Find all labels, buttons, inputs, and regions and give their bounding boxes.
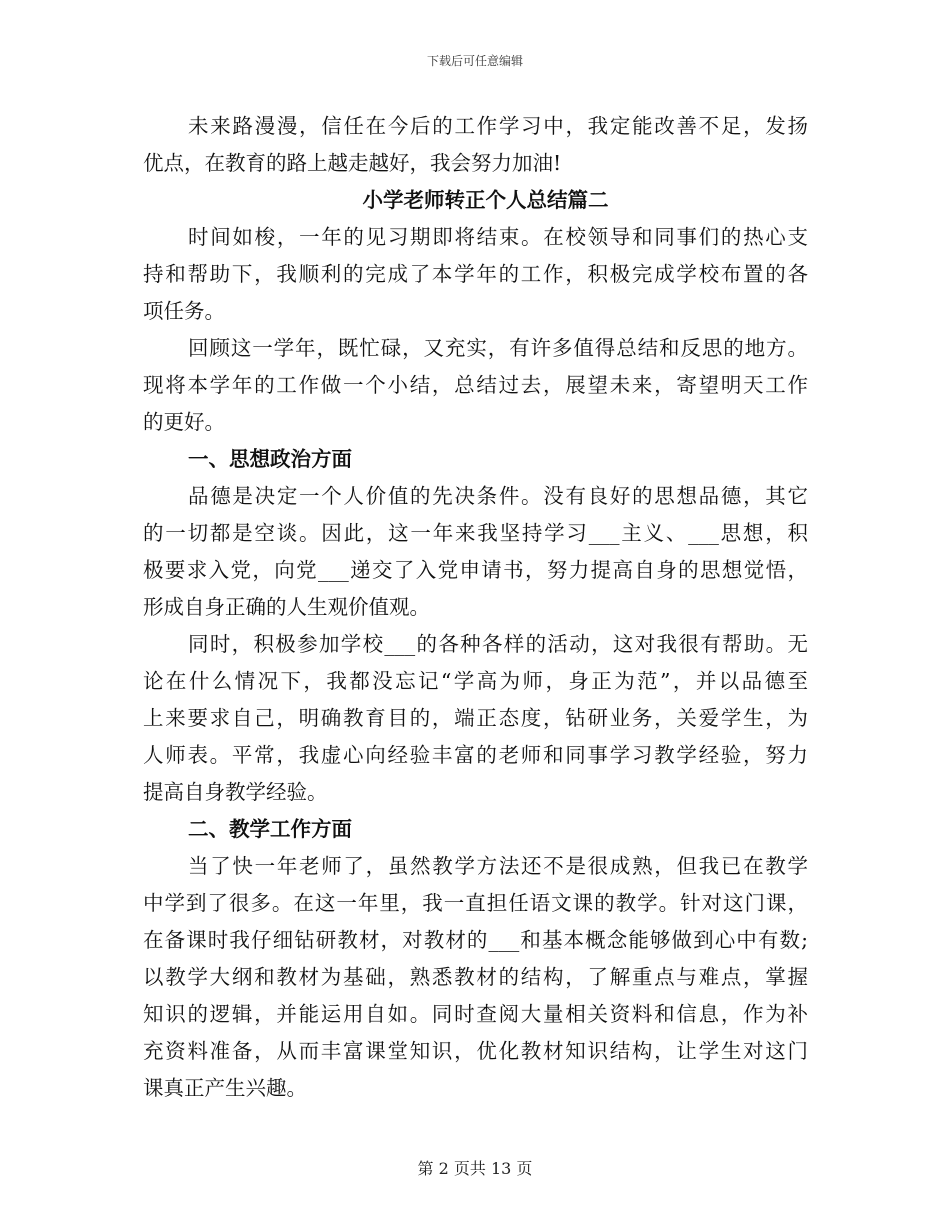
paragraph-line: 以教学大纲和教材为基础，熟悉教材的结构，了解重点与难点，掌握	[143, 965, 808, 989]
paragraph-line: 持和帮助下，我顺利的完成了本学年的工作，积极完成学校布置的各	[143, 262, 808, 286]
section-heading: 一、思想政治方面	[188, 447, 352, 471]
page-footer: 第 2 页共 13 页	[417, 1159, 533, 1178]
paragraph-line: 中学到了很多。在这一年里，我一直担任语文课的教学。针对这门课，	[143, 891, 808, 915]
paragraph-line: 的一切都是空谈。因此，这一年来我坚持学习___主义、___思想，积	[143, 521, 808, 545]
paragraph-line: 未来路漫漫，信任在今后的工作学习中，我定能改善不足，发扬	[188, 114, 808, 138]
paragraph-line: 的更好。	[143, 410, 225, 434]
section-title: 小学老师转正个人总结篇二	[362, 188, 609, 212]
paragraph-line: 项任务。	[143, 299, 225, 323]
paragraph-line: 同时，积极参加学校___的各种各样的活动，这对我很有帮助。无	[188, 632, 808, 656]
page-header: 下载后可任意编辑	[426, 54, 523, 68]
paragraph-line: 充资料准备，从而丰富课堂知识，优化教材知识结构，让学生对这门	[143, 1039, 808, 1063]
paragraph-line: 在备课时我仔细钻研教材，对教材的___和基本概念能够做到心中有数;	[143, 928, 808, 952]
paragraph-line: 课真正产生兴趣。	[143, 1076, 307, 1100]
paragraph-line: 形成自身正确的人生观价值观。	[143, 595, 430, 619]
paragraph-line: 当了快一年老师了，虽然教学方法还不是很成熟，但我已在教学	[188, 854, 808, 878]
paragraph-line: 优点，在教育的路上越走越好，我会努力加油!	[143, 151, 562, 175]
paragraph-line: 上来要求自己，明确教育目的，端正态度，钻研业务，关爱学生，为	[143, 706, 808, 730]
document-body	[143, 108, 808, 1107]
paragraph-line: 极要求入党，向党___递交了入党申请书，努力提高自身的思想觉悟，	[143, 558, 808, 582]
paragraph-line: 品德是决定一个人价值的先决条件。没有良好的思想品德，其它	[188, 484, 808, 508]
section-heading: 二、教学工作方面	[188, 817, 352, 841]
paragraph-line: 提高自身教学经验。	[143, 780, 328, 804]
paragraph-line: 论在什么情况下，我都没忘记“学高为师，身正为范”，并以品德至	[143, 669, 808, 693]
paragraph-line: 现将本学年的工作做一个小结，总结过去，展望未来，寄望明天工作	[143, 373, 808, 397]
paragraph-line: 回顾这一学年，既忙碌，又充实，有许多值得总结和反思的地方。	[188, 336, 808, 360]
paragraph-line: 时间如梭，一年的见习期即将结束。在校领导和同事们的热心支	[188, 225, 808, 249]
paragraph-line: 人师表。平常，我虚心向经验丰富的老师和同事学习教学经验，努力	[143, 743, 808, 767]
paragraph-line: 知识的逻辑，并能运用自如。同时查阅大量相关资料和信息，作为补	[143, 1002, 808, 1026]
